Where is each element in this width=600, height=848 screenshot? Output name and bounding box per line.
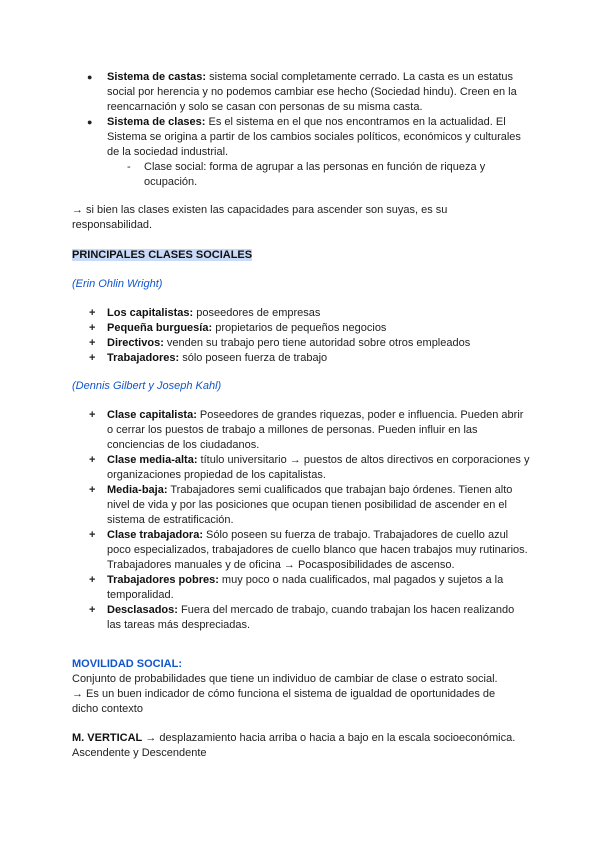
list-item: + Trabajadores: sólo poseen fuerza de trabajo [89, 352, 328, 364]
plus-bullet-icon: + [89, 307, 96, 319]
dash-icon: - [127, 161, 131, 173]
list-item: + Los capitalistas: poseedores de empresas [89, 307, 321, 319]
plus-bullet-icon: + [89, 352, 96, 364]
note-paragraph: → si bien las clases existen las capacidades para ascender son suyas, es su responsabilidad. [72, 204, 448, 231]
section-title: PRINCIPALES CLASES SOCIALES [72, 249, 253, 261]
list-item: + Clase capitalista: Poseedores de grandes riquezas, poder e influencia. Pueden abrir o cerrar los puestos de trabajo a millones de personas. Pueden influir en las conciencias de los ciudadanos. [89, 409, 524, 451]
gilbert-list [0, 408, 600, 633]
plus-bullet-icon: + [89, 337, 96, 349]
plus-bullet-icon: + [89, 604, 96, 616]
movilidad-line2: → Es un buen indicador de cómo funciona el sistema de igualdad de oportunidades de dicho contexto [72, 688, 496, 715]
definition: Es el sistema en el que nos encontramos en la actualidad. El Sistema se origina a partir de los cambios sociales políticos, económicos y culturales de la sociedad industrial. [107, 116, 521, 158]
bullet-icon: ● [87, 72, 93, 82]
list-item: + Pequeña burguesía: propietarios de pequeños negocios [89, 322, 387, 334]
bullet-icon: ● [87, 117, 93, 127]
list-item [0, 115, 600, 160]
definition: Clase social: forma de agrupar a las personas en función de riqueza y ocupación. [144, 161, 486, 188]
sub-list-item [0, 160, 600, 190]
list-item: + Trabajadores pobres: muy poco o nada cualificados, mal pagados y sujetos a la temporalidad. [89, 574, 504, 601]
plus-bullet-icon: + [89, 574, 96, 586]
vertical-paragraph: M. VERTICAL → desplazamiento hacia arriba o hacia a bajo en la escala socioeconómica. Ascendente y Descendente [72, 732, 516, 759]
list-item: + Clase trabajadora: Sólo poseen su fuerza de trabajo. Trabajadores de cuello azul poco especializados, trabajadores de cuello blanco que hacen trabajos muy rutinarios. Trabajadores manuales y de oficina → Pocasposibilidades de ascenso. [89, 529, 528, 571]
list-item: + Desclasados: Fuera del mercado de trabajo, cuando trabajan los hacen realizando las tareas más despreciadas. [89, 604, 515, 631]
wright-list [0, 306, 600, 366]
list-item: + Clase media-alta: título universitario → puestos de altos directivos en corporaciones y organizaciones propiedad de los capitalistas. [89, 454, 530, 481]
plus-bullet-icon: + [89, 454, 96, 466]
author-wright: (Erin Ohlin Wright) [72, 278, 163, 290]
movilidad-title: MOVILIDAD SOCIAL: [72, 658, 182, 670]
plus-bullet-icon: + [89, 409, 96, 421]
list-item: + Media-baja: Trabajadores semi cualificados que trabajan bajo órdenes. Tienen alto nivel de vida y por las posiciones que ocupan tienen posibilidad de ascender en el sistema de estratificación. [89, 484, 513, 526]
term: Sistema de castas: [107, 71, 207, 83]
plus-bullet-icon: + [89, 322, 96, 334]
plus-bullet-icon: + [89, 484, 96, 496]
systems-list [0, 70, 600, 190]
plus-bullet-icon: + [89, 529, 96, 541]
movilidad-line1: Conjunto de probabilidades que tiene un individuo de cambiar de clase o estrato social. [72, 673, 498, 685]
author-gilbert: (Dennis Gilbert y Joseph Kahl) [72, 380, 222, 392]
list-item [0, 70, 600, 115]
definition: sistema social completamente cerrado. La casta es un estatus social por herencia y no podemos cambiar ese hecho (Sociedad hindu). Creen en la reencarnación y solo se casan con personas de su misma casta. [107, 71, 517, 113]
term: Sistema de clases: [107, 116, 206, 128]
list-item: + Directivos: venden su trabajo pero tiene autoridad sobre otros empleados [89, 337, 471, 349]
